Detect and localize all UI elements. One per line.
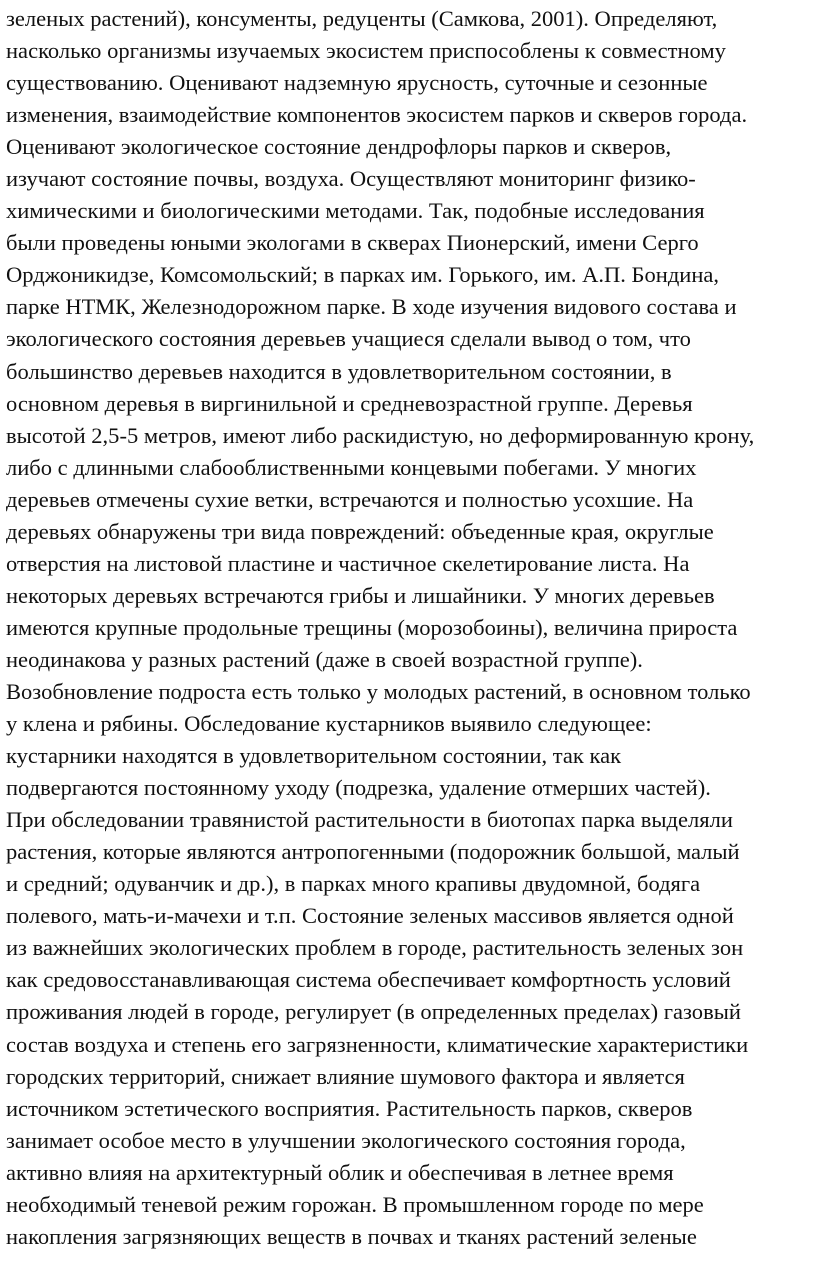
text-line: Возобновление подроста есть только у молодых растений, в основном только <box>6 678 751 704</box>
text-line: источником эстетического восприятия. Растительность парков, скверов <box>6 1095 693 1121</box>
text-line: Оценивают экологическое состояние дендрофлоры парков и скверов, <box>6 134 672 160</box>
text-line: существованию. Оценивают надземную ярусность, суточные и сезонные <box>6 70 708 96</box>
text-line: были проведены юными экологами в скверах Пионерский, имени Серго <box>6 230 699 256</box>
text-line: экологического состояния деревьев учащиеся сделали вывод о том, что <box>6 326 691 352</box>
text-line: и средний; одуванчик и др.), в парках много крапивы двудомной, бодяга <box>6 871 701 897</box>
text-line: из важнейших экологических проблем в городе, растительность зеленых зон <box>6 935 744 961</box>
text-line: парке НТМК, Железнодорожном парке. В ходе изучения видового состава и <box>6 294 737 320</box>
text-line: неодинакова у разных растений (даже в своей возрастной группе). <box>6 646 643 672</box>
text-line: изучают состояние почвы, воздуха. Осуществляют мониторинг физико- <box>6 166 696 192</box>
body-text <box>6 3 816 1253</box>
text-line: состав воздуха и степень его загрязненности, климатические характеристики <box>6 1031 749 1057</box>
text-line: некоторых деревьях встречаются грибы и лишайники. У многих деревьев <box>6 582 715 608</box>
text-line: полевого, мать-и-мачехи и т.п. Состояние зеленых массивов является одной <box>6 903 734 929</box>
text-line: насколько организмы изучаемых экосистем приспособлены к совместному <box>6 38 726 64</box>
text-line: занимает особое место в улучшении экологического состояния города, <box>6 1127 686 1153</box>
text-line: При обследовании травянистой растительности в биотопах парка выделяли <box>6 807 733 833</box>
text-line: как средовосстанавливающая система обеспечивает комфортность условий <box>6 967 731 993</box>
text-line: кустарники находятся в удовлетворительном состоянии, так как <box>6 743 622 769</box>
text-line: отверстия на листовой пластине и частичное скелетирование листа. На <box>6 550 690 576</box>
text-line: растения, которые являются антропогенными (подорожник большой, малый <box>6 839 740 865</box>
text-line: проживания людей в городе, регулирует (в определенных пределах) газовый <box>6 999 741 1025</box>
text-line: основном деревья в виргинильной и средневозрастной группе. Деревья <box>6 390 693 416</box>
text-line: изменения, взаимодействие компонентов экосистем парков и скверов города. <box>6 102 748 128</box>
text-line: химическими и биологическими методами. Так, подобные исследования <box>6 198 705 224</box>
text-line: накопления загрязняющих веществ в почвах и тканях растений зеленые <box>6 1223 697 1249</box>
text-line: либо с длинными слабооблиственными концевыми побегами. У многих <box>6 454 697 480</box>
text-line: активно влияя на архитектурный облик и обеспечивая в летнее время <box>6 1159 674 1185</box>
text-line: подвергаются постоянному уходу (подрезка, удаление отмерших частей). <box>6 775 711 801</box>
text-line: высотой 2,5-5 метров, имеют либо раскидистую, но деформированную крону, <box>6 422 755 448</box>
text-line: имеются крупные продольные трещины (морозобоины), величина прироста <box>6 614 738 640</box>
text-line: Орджоникидзе, Комсомольский; в парках им. Горького, им. А.П. Бондина, <box>6 262 720 288</box>
text-line: зеленых растений), консументы, редуценты (Самкова, 2001). Определяют, <box>6 6 718 31</box>
text-line: деревьях обнаружены три вида повреждений: объеденные края, округлые <box>6 518 714 544</box>
text-line: большинство деревьев находится в удовлетворительном состоянии, в <box>6 358 672 384</box>
text-line: деревьев отмечены сухие ветки, встречаются и полностью усохшие. На <box>6 486 694 512</box>
text-line: необходимый теневой режим горожан. В промышленном городе по мере <box>6 1191 704 1217</box>
text-line: у клена и рябины. Обследование кустарников выявило следующее: <box>6 711 652 737</box>
text-line: городских территорий, снижает влияние шумового фактора и является <box>6 1063 685 1089</box>
